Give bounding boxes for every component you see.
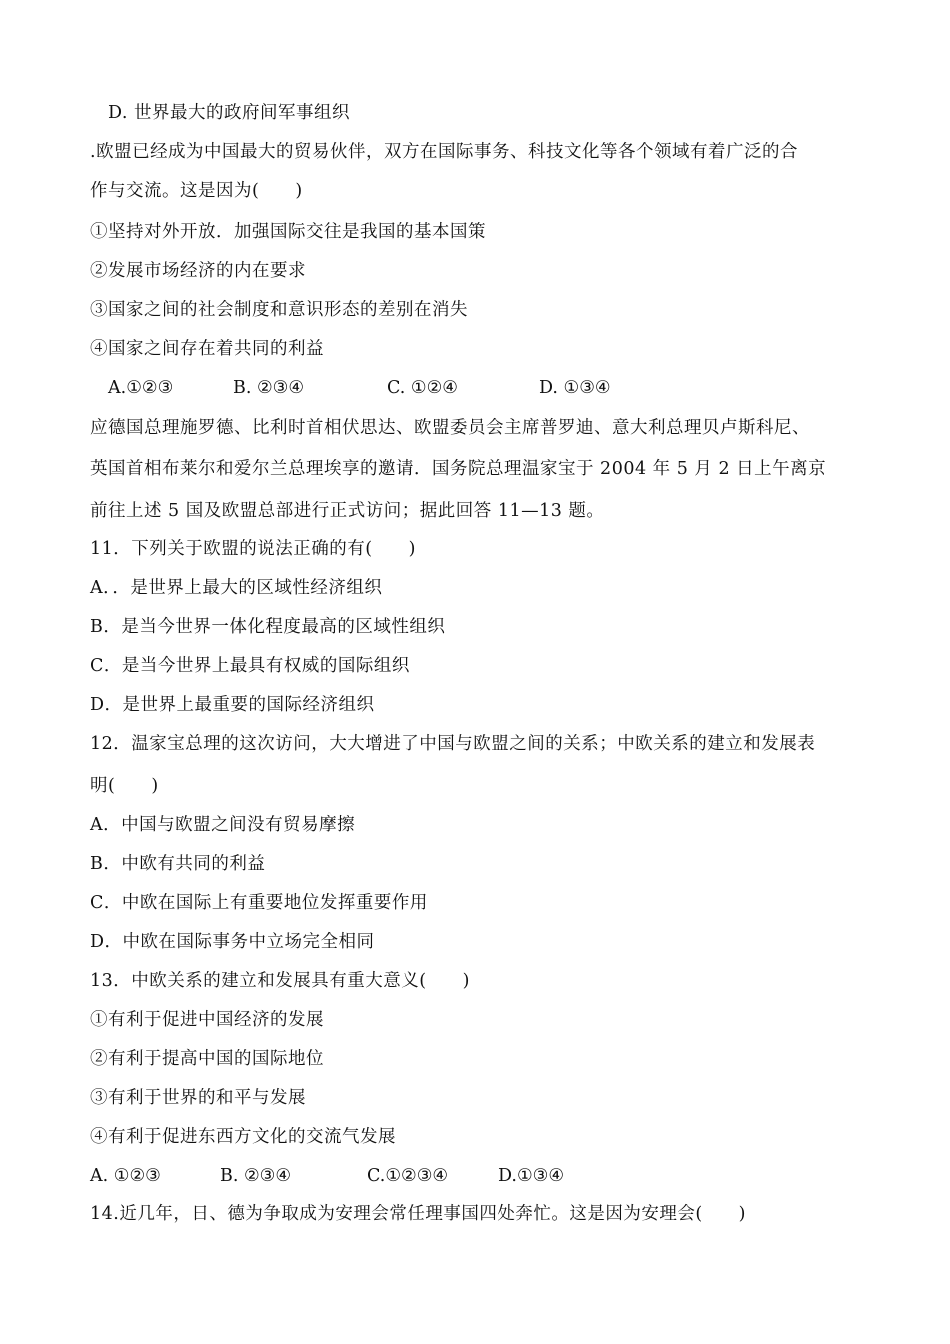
option-b: B. ②③④ (220, 1166, 292, 1186)
passage-line: 前往上述 5 国及欧盟总部进行正式访问；据此回答 11—13 题。 (90, 501, 605, 521)
passage-line: 应德国总理施罗德、比利时首相伏思达、欧盟委员会主席普罗迪、意大利总理贝卢斯科尼、 (90, 418, 810, 438)
answer-option: A．．是世界上最大的区域性经济组织 (90, 578, 383, 598)
answer-option: D．是世界上最重要的国际经济组织 (90, 695, 375, 715)
option-a: A.①②③ (108, 378, 174, 398)
statement-item: ③有利于世界的和平与发展 (90, 1088, 306, 1108)
statement-item: ③国家之间的社会制度和意识形态的差别在消失 (90, 300, 468, 320)
answer-option: B．是当今世界一体化程度最高的区域性组织 (90, 617, 446, 637)
statement-item: ②发展市场经济的内在要求 (90, 261, 306, 281)
option-d: D. ①③④ (539, 378, 611, 398)
option-d: D.①③④ (498, 1166, 565, 1186)
text-line: D. 世界最大的政府间军事组织 (108, 103, 351, 123)
statement-item: ④有利于促进东西方文化的交流气发展 (90, 1127, 396, 1147)
statement-item: ②有利于提高中国的国际地位 (90, 1049, 324, 1069)
question-stem: 14.近几年，日、德为争取成为安理会常任理事国四处奔忙。这是因为安理会( ) (90, 1204, 746, 1224)
question-stem: 12．温家宝总理的这次访问，大大增进了中国与欧盟之间的关系；中欧关系的建立和发展表 (90, 734, 816, 754)
answer-option: B．中欧有共同的利益 (90, 854, 266, 874)
question-stem: 明( ) (90, 776, 159, 796)
passage-line: 英国首相布莱尔和爱尔兰总理埃享的邀请．国务院总理温家宝于 2004 年 5 月 2 日上午离京 (90, 459, 827, 479)
statement-item: ①坚持对外开放．加强国际交往是我国的基本国策 (90, 222, 486, 242)
option-b: B. ②③④ (233, 378, 305, 398)
option-c: C.①②③④ (367, 1166, 449, 1186)
answer-option: C．中欧在国际上有重要地位发挥重要作用 (90, 893, 428, 913)
statement-item: ④国家之间存在着共同的利益 (90, 339, 324, 359)
question-stem: 11．下列关于欧盟的说法正确的有( ) (90, 539, 416, 559)
question-stem: 13．中欧关系的建立和发展具有重大意义( ) (90, 971, 470, 991)
statement-item: ①有利于促进中国经济的发展 (90, 1010, 324, 1030)
question-stem: 作与交流。这是因为( ) (90, 181, 303, 201)
answer-option: C．是当今世界上最具有权威的国际组织 (90, 656, 410, 676)
question-stem: .欧盟已经成为中国最大的贸易伙伴，双方在国际事务、科技文化等各个领域有着广泛的合 (90, 142, 799, 162)
answer-option: D．中欧在国际事务中立场完全相同 (90, 932, 375, 952)
option-a: A. ①②③ (90, 1166, 161, 1186)
answer-option: A．中国与欧盟之间没有贸易摩擦 (90, 815, 356, 835)
option-c: C. ①②④ (387, 378, 458, 398)
